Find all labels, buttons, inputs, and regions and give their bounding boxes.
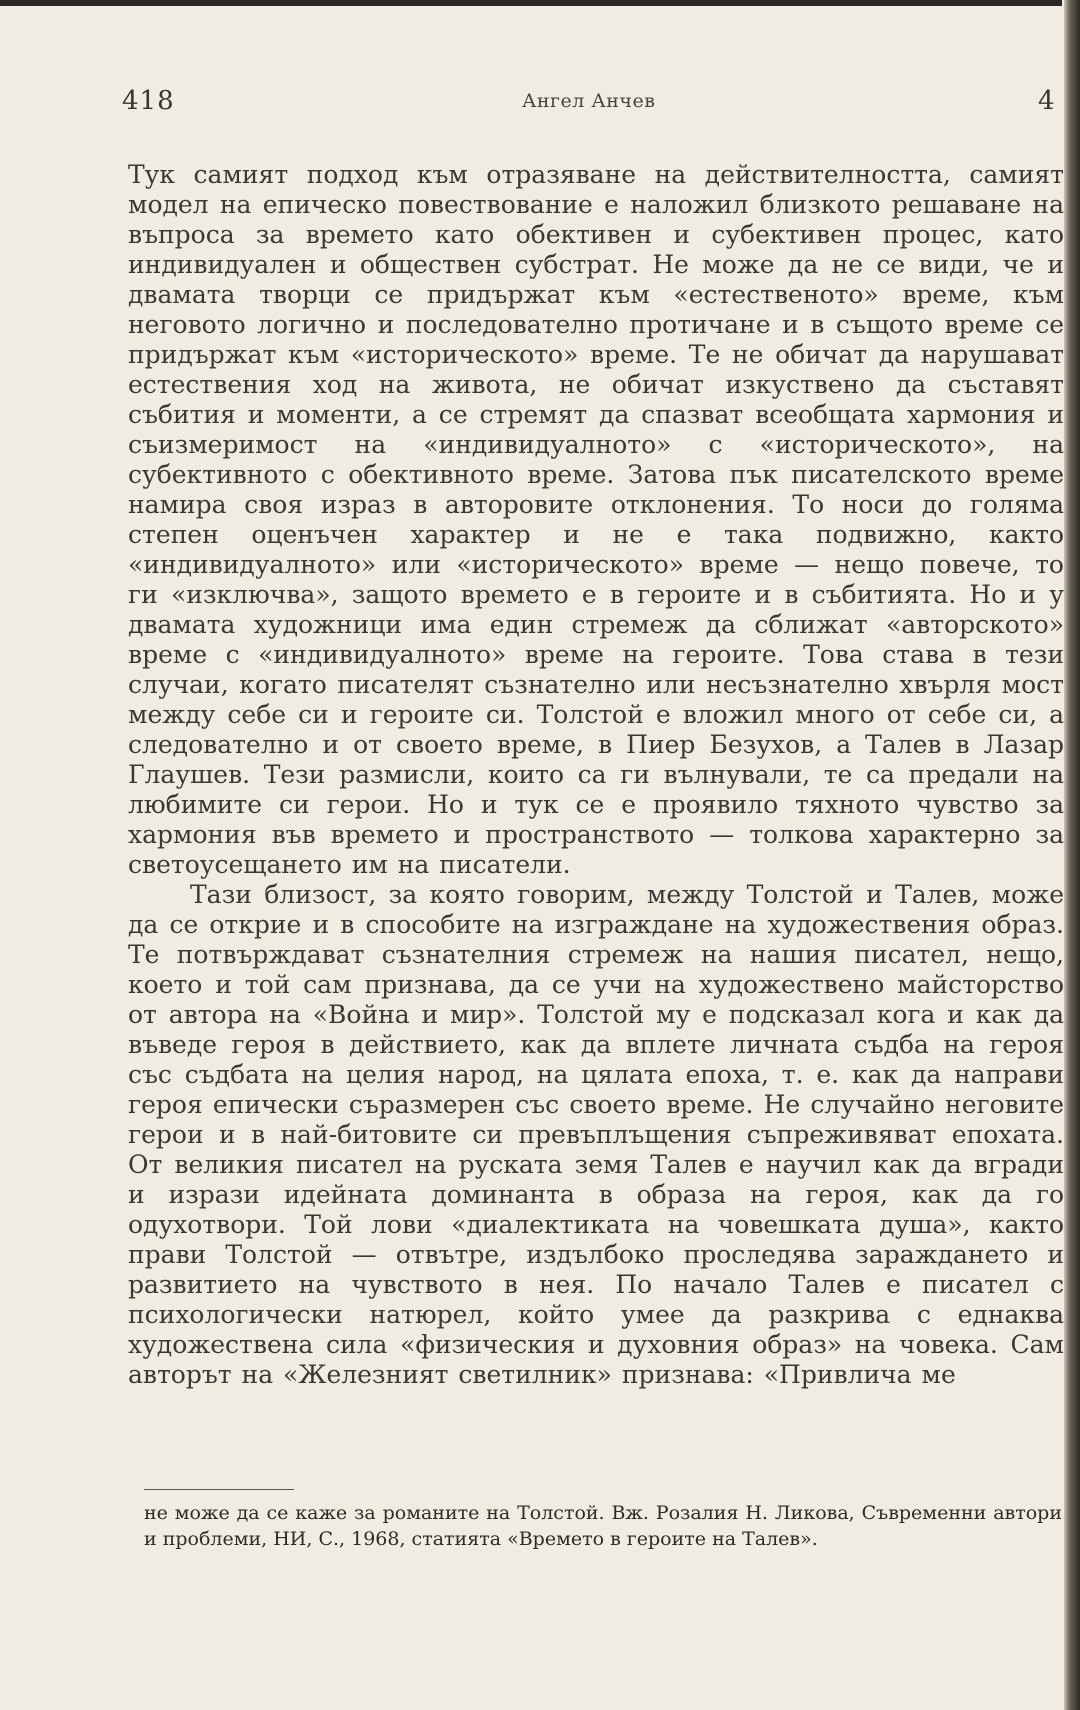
facing-page-number: 4 — [1038, 86, 1055, 116]
footnote-text: не може да се каже за романите на Толстой. Вж. Розалия Н. Ликова, Съвременни автори и проблеми, НИ, С., 1968, статията «Времето в героите на Талев». — [144, 1502, 1062, 1550]
top-border — [0, 0, 1062, 6]
body-text — [128, 160, 1064, 1390]
paragraph: Тази близост, за която говорим, между Толстой и Талев, може да се открие и в способите на изграждане на художествения образ. Те потвърждават съзнателния стремеж на нашия писател, нещо, което и той сам признава, да се учи на художествено майсторство от автора на «Война и мир». Толстой му е подсказал кога и как да въведе героя в действието, как да вплете личната съдба на героя със съдбата на целия народ, на цялата епоха, т. е. как да направи героя епически съразмерен със своето време. Не случайно неговите герои и в най-битовите си превъплъщения съпреживяват епохата. От великия писател на руската земя Талев е научил как да вгради и изрази идейната доминанта в образа на героя, как да го одухотвори. Той лови «диалектиката на човешката душа», както прави Толстой — отвътре, издълбоко проследява зараждането и развитието на чувството в нея. По начало Талев е писател с психологически натюрел, който умее да разкрива с еднаква художествена сила «физическия и духовния образ» на човека. Сам авторът на «Железният светилник» признава: «Привлича ме — [128, 880, 1064, 1389]
footnote-separator — [144, 1489, 294, 1490]
footnote — [144, 1500, 1062, 1552]
paragraph: Тук самият подход към отразяване на действителността, самият модел на епическо повествование е наложил близкото решаване на въпроса за времето като обективен и субективен процес, като индивидуален и обществен субстрат. Не може да не се види, че и двамата творци се придържат към «естественото» време, към неговото логично и последователно протичане и в същото време се придържат към «историческото» време. Те не обичат да нарушават естествения ход на живота, не обичат изкуствено да съставят събития и моменти, а се стремят да спазват всеобщата хармония и съизмеримост на «индивидуалното» с «историческото», на субективното с обективното време. Затова пък писателското време намира своя израз в авторовите отклонения. То носи до голяма степен оценъчен характер и не е така подвижно, както «индивидуалното» или «историческото» време — нещо повече, то ги «изключва», защото времето е в героите и в събитията. Но и у двамата художници има един стремеж да сближат «авторското» време с «индивидуалното» време на героите. Това става в тези случаи, когато писателят съзнателно или несъзнателно хвърля мост между себе си и героите си. Толстой е вложил много от себе си, а следователно и от своето време, в Пиер Безухов, а Талев в Лазар Глаушев. Тези размисли, които са ги вълнували, те са предали на любимите си герои. Но и тук се е проявило тяхното чувство за хармония във времето и пространството — толкова характерно за светоусещането им на писатели. — [128, 160, 1064, 879]
page-number: 418 — [122, 86, 175, 116]
running-head — [122, 86, 1062, 120]
facing-page-edge — [1064, 0, 1080, 1710]
running-head-author: Ангел Анчев — [522, 90, 656, 112]
